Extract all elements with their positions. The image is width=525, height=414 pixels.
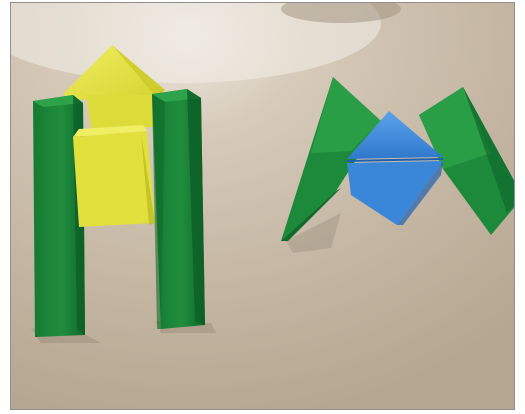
photo-frame [10, 2, 515, 410]
yellow-triangle-side [86, 95, 157, 128]
block-photo [11, 3, 515, 410]
